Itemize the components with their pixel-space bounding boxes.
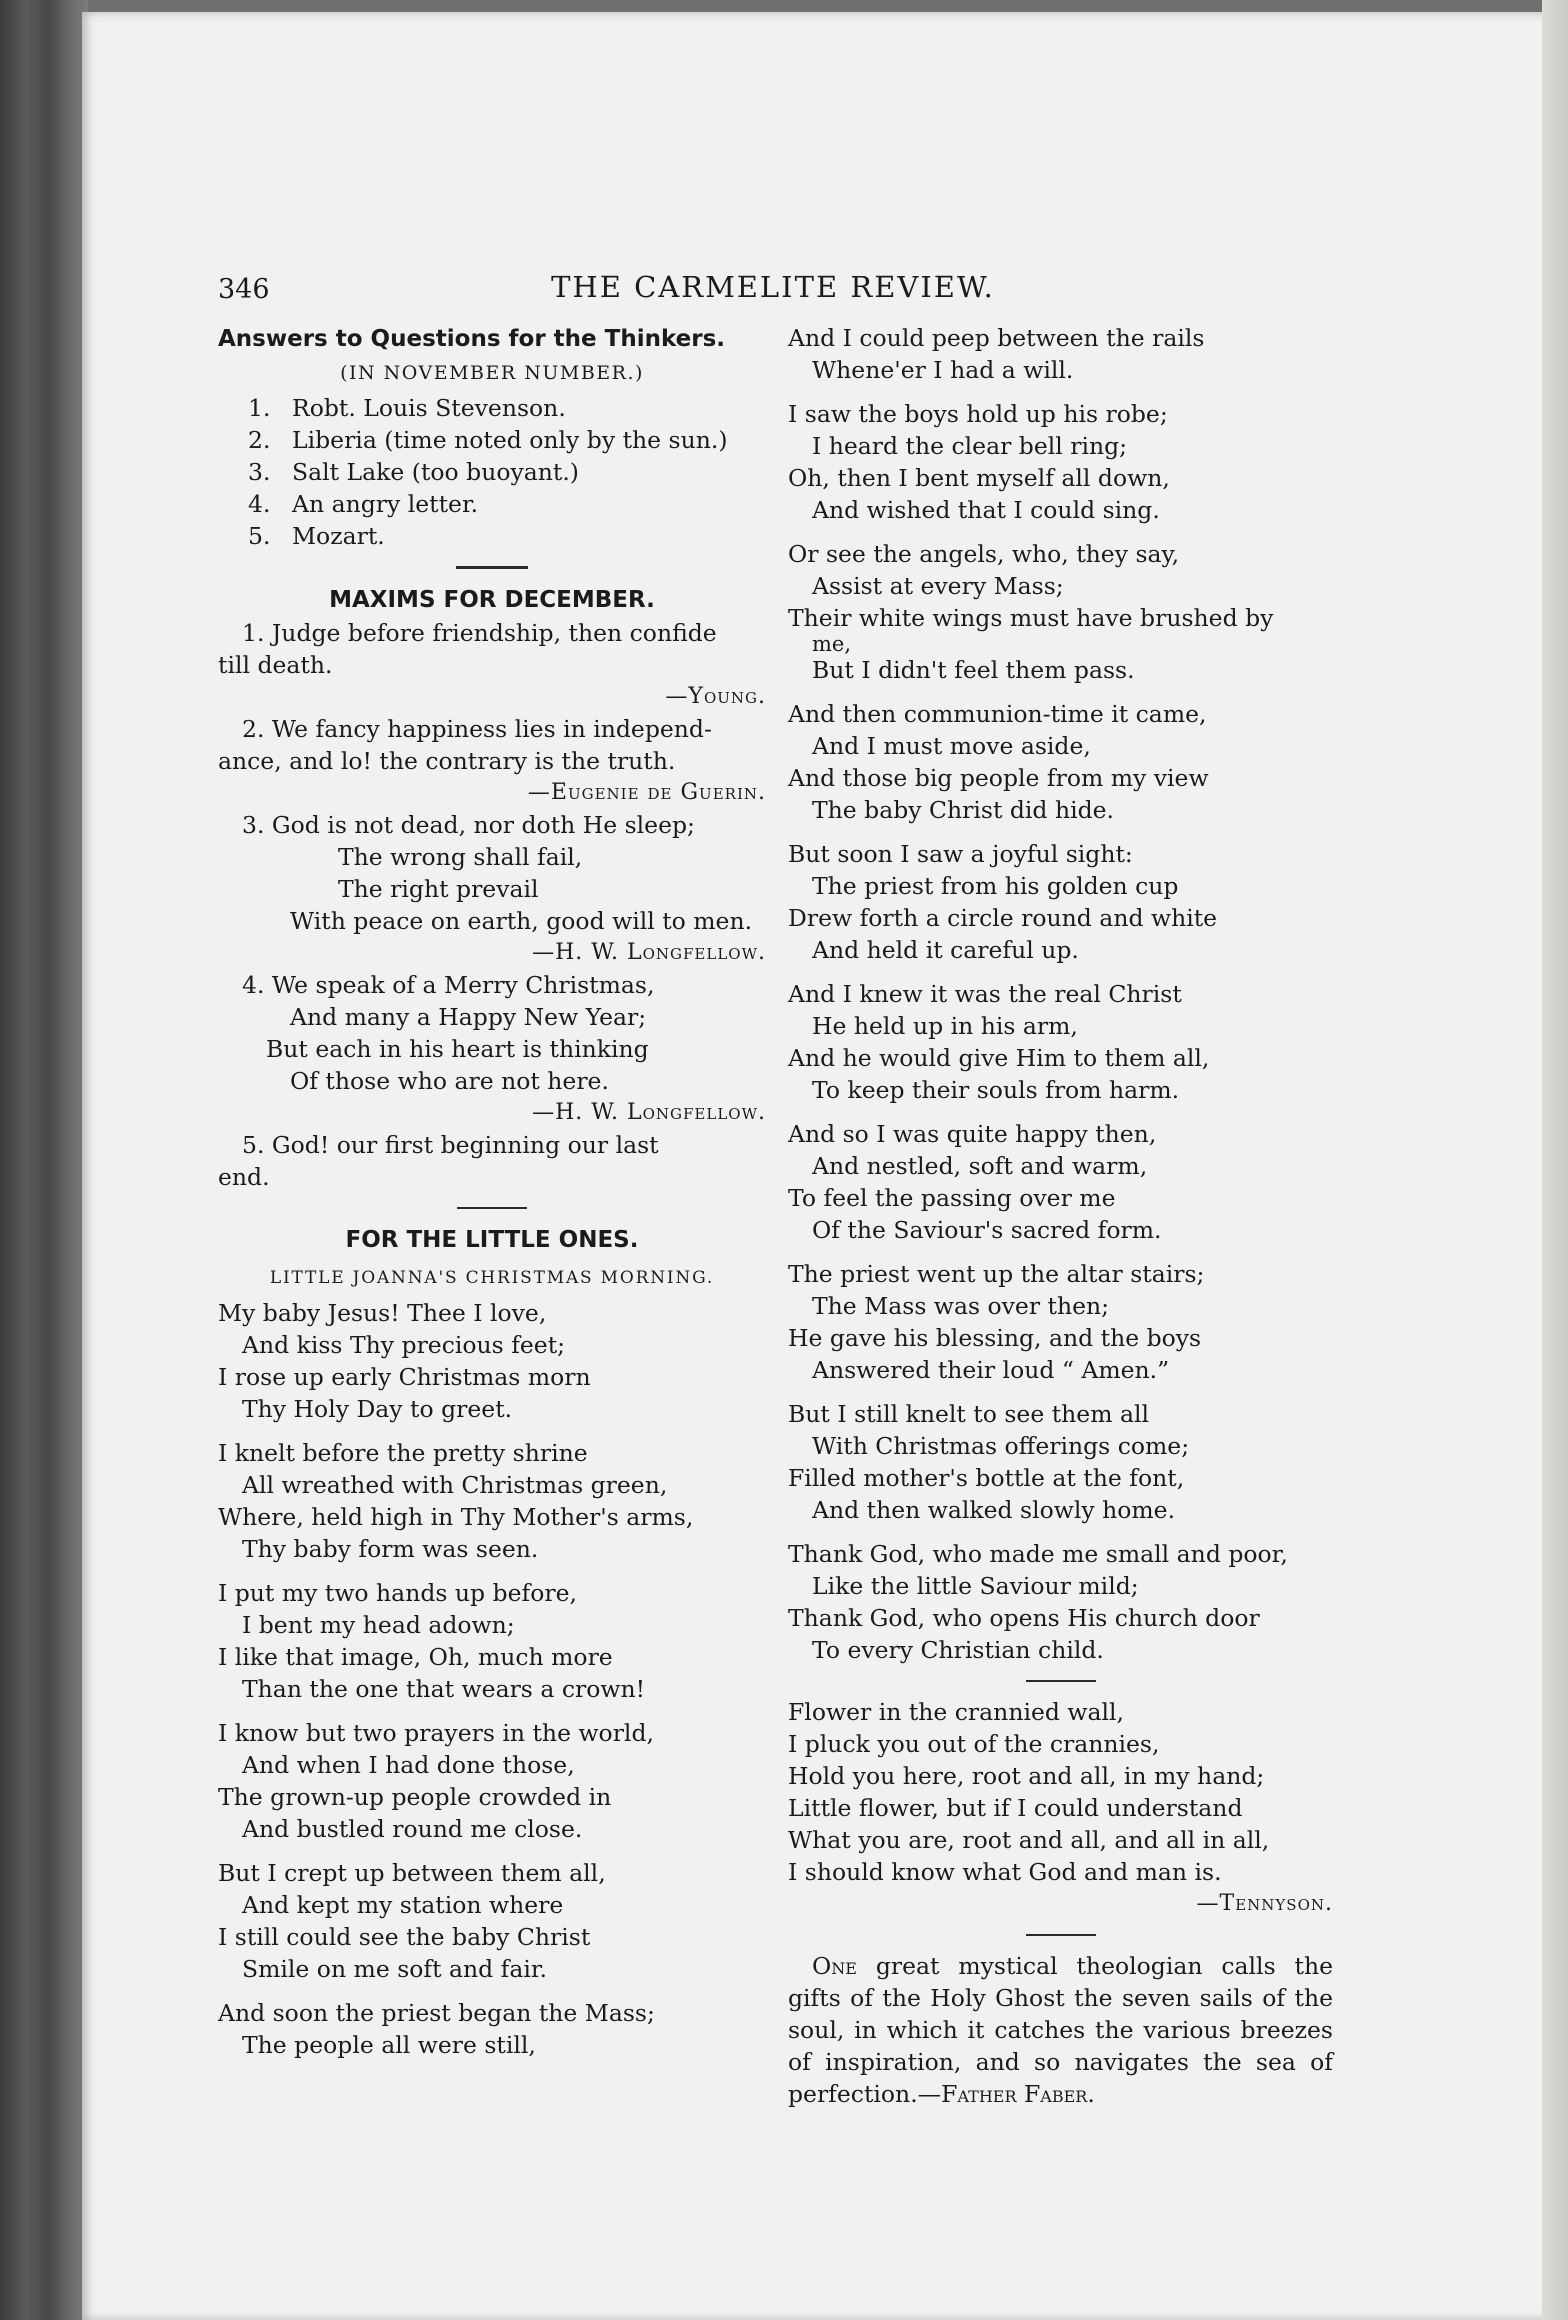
verse-line: I like that image, Oh, much more — [218, 1643, 613, 1671]
page-edge — [1542, 0, 1568, 2320]
answers-list — [218, 392, 766, 552]
list-item: 4. An angry letter. — [248, 490, 479, 518]
verse-line: Filled mother's bottle at the font, — [788, 1464, 1185, 1492]
verse-line: I still could see the baby Christ — [218, 1923, 591, 1951]
verse-line: With Christmas offerings come; — [812, 1432, 1190, 1460]
poem-stanza — [788, 1258, 1333, 1386]
verse-line: He gave his blessing, and the boys — [788, 1324, 1202, 1352]
maxim-line: 2. We fancy happiness lies in independ- — [242, 715, 712, 743]
verse-line: The baby Christ did hide. — [812, 796, 1115, 824]
list-item: 3. Salt Lake (too buoyant.) — [248, 458, 579, 486]
verse-line: The people all were still, — [242, 2031, 536, 2059]
answers-note: (IN NOVEMBER NUMBER.) — [340, 362, 644, 384]
little-ones-heading: FOR THE LITTLE ONES. — [345, 1227, 639, 1253]
poem-stanza — [788, 978, 1333, 1106]
verse-line: But I didn't feel them pass. — [812, 656, 1135, 684]
poem-stanza — [788, 322, 1333, 386]
verse-line: And wished that I could sing. — [812, 496, 1160, 524]
section-divider — [457, 1207, 527, 1209]
verse-line: But soon I saw a joyful sight: — [788, 840, 1133, 868]
verse-line: And kept my station where — [242, 1891, 564, 1919]
verse-line: The priest went up the altar stairs; — [788, 1260, 1205, 1288]
verse-line: I pluck you out of the crannies, — [788, 1730, 1160, 1758]
poem-stanza — [788, 1398, 1333, 1526]
verse-line: And then walked slowly home. — [812, 1496, 1176, 1524]
section-divider — [1026, 1934, 1096, 1936]
maxim-attribution: —H. W. Longfellow. — [532, 1100, 766, 1125]
faber-quote: One great mystical theologian calls the gifts of the Holy Ghost the seven sails of the soul, in which it catches the various breezes of inspiration, and so navigates the sea of perfection.—Father Faber. — [788, 1952, 1333, 2108]
verse-line: The grown-up people crowded in — [218, 1783, 612, 1811]
verse-line: All wreathed with Christmas green, — [242, 1471, 668, 1499]
list-item: 1. Robt. Louis Stevenson. — [248, 394, 566, 422]
verse-line: And when I had done those, — [242, 1751, 575, 1779]
poem-attribution: —Tennyson. — [1196, 1891, 1333, 1916]
page-number: 346 — [218, 274, 270, 305]
section-divider — [456, 566, 528, 569]
verse-line: Where, held high in Thy Mother's arms, — [218, 1503, 694, 1531]
verse-line: Thank God, who made me small and poor, — [788, 1540, 1288, 1568]
book-binding — [0, 0, 88, 2320]
poem-stanza — [788, 538, 1333, 686]
maxim-line: 3. God is not dead, nor doth He sleep; — [242, 811, 695, 839]
verse-line: And then communion-time it came, — [788, 700, 1207, 728]
verse-line: And he would give Him to them all, — [788, 1044, 1210, 1072]
verse-line: Their white wings must have brushed by — [788, 604, 1274, 632]
maxim-line: And many a Happy New Year; — [290, 1003, 647, 1031]
verse-line: Assist at every Mass; — [812, 572, 1064, 600]
verse-line: I put my two hands up before, — [218, 1579, 577, 1607]
verse-line: I saw the boys hold up his robe; — [788, 400, 1168, 428]
poem-stanza — [788, 838, 1333, 966]
verse-line: And nestled, soft and warm, — [812, 1152, 1148, 1180]
maxim-line: end. — [218, 1163, 270, 1191]
verse-line: He held up in his arm, — [812, 1012, 1078, 1040]
maxims-heading: MAXIMS FOR DECEMBER. — [329, 587, 655, 613]
verse-line: Drew forth a circle round and white — [788, 904, 1218, 932]
maxim-attribution: —Eugenie de Guerin. — [527, 780, 766, 805]
poem-stanza — [218, 1297, 766, 1425]
verse-line: And those big people from my view — [788, 764, 1209, 792]
poem-stanza — [218, 1857, 766, 1985]
maxim-line: The right prevail — [338, 875, 539, 903]
maxim-line: ance, and lo! the contrary is the truth. — [218, 747, 676, 775]
verse-line: To feel the passing over me — [788, 1184, 1116, 1212]
verse-line: The Mass was over then; — [812, 1292, 1110, 1320]
verse-line: Of the Saviour's sacred form. — [812, 1216, 1162, 1244]
list-item: 2. Liberia (time noted only by the sun.) — [248, 426, 728, 454]
verse-line: I knelt before the pretty shrine — [218, 1439, 588, 1467]
maxim-line: Of those who are not here. — [290, 1067, 609, 1095]
verse-line: But I still knelt to see them all — [788, 1400, 1149, 1428]
poem-title: LITTLE JOANNA'S CHRISTMAS MORNING. — [269, 1268, 715, 1288]
answers-heading: Answers to Questions for the Thinkers. — [218, 326, 726, 352]
maxim-line: 1. Judge before friendship, then confide — [242, 619, 717, 647]
verse-line: And I knew it was the real Christ — [788, 980, 1182, 1008]
verse-line: And bustled round me close. — [242, 1815, 583, 1843]
maxim-line: 5. God! our first beginning our last — [242, 1131, 659, 1159]
verse-line: And soon the priest began the Mass; — [218, 1999, 655, 2027]
maxim-line: till death. — [218, 651, 333, 679]
verse-line: Oh, then I bent myself all down, — [788, 464, 1170, 492]
verse-line: To keep their souls from harm. — [812, 1076, 1180, 1104]
verse-line: Thy Holy Day to greet. — [242, 1395, 513, 1423]
maxim-line: But each in his heart is thinking — [266, 1035, 649, 1063]
verse-line: To every Christian child. — [812, 1636, 1104, 1664]
poem-stanza — [218, 1577, 766, 1705]
verse-line: And I could peep between the rails — [788, 324, 1205, 352]
verse-line: What you are, root and all, and all in all, — [788, 1826, 1270, 1854]
poem-stanza — [788, 1538, 1333, 1666]
poem-stanza — [788, 398, 1333, 526]
verse-line: I bent my head adown; — [242, 1611, 515, 1639]
list-item: 5. Mozart. — [248, 522, 385, 550]
verse-line: I rose up early Christmas morn — [218, 1363, 591, 1391]
poem-stanza — [788, 1118, 1333, 1246]
verse-line: I know but two prayers in the world, — [218, 1719, 654, 1747]
maxim-line: With peace on earth, good will to men. — [290, 907, 753, 935]
verse-line: The priest from his golden cup — [812, 872, 1179, 900]
verse-line: Flower in the crannied wall, — [788, 1698, 1125, 1726]
verse-line: Hold you here, root and all, in my hand; — [788, 1762, 1265, 1790]
running-title: THE CARMELITE REVIEW. — [551, 270, 995, 304]
maxim-line: The wrong shall fail, — [338, 843, 583, 871]
poem-stanza — [218, 1437, 766, 1565]
verse-line: Like the little Saviour mild; — [812, 1572, 1139, 1600]
verse-line: Smile on me soft and fair. — [242, 1955, 548, 1983]
verse-line: Or see the angels, who, they say, — [788, 540, 1180, 568]
verse-line: Thank God, who opens His church door — [788, 1604, 1260, 1632]
left-column — [218, 322, 766, 2073]
section-divider — [1026, 1680, 1096, 1682]
poem-stanza — [218, 1997, 766, 2061]
verse-line: And I must move aside, — [812, 732, 1091, 760]
right-column — [788, 322, 1333, 2110]
verse-line: And kiss Thy precious feet; — [242, 1331, 566, 1359]
verse-line: Answered their loud “ Amen.” — [812, 1356, 1170, 1384]
poem-stanza — [788, 698, 1333, 826]
verse-line: Than the one that wears a crown! — [242, 1675, 646, 1703]
verse-line: Thy baby form was seen. — [242, 1535, 539, 1563]
maxim-attribution: —H. W. Longfellow. — [532, 940, 766, 965]
maxim-line: 4. We speak of a Merry Christmas, — [242, 971, 655, 999]
flower-poem — [788, 1696, 1333, 1920]
verse-line: I heard the clear bell ring; — [812, 432, 1128, 460]
page-header — [218, 270, 1328, 314]
verse-line: But I crept up between them all, — [218, 1859, 606, 1887]
verse-line: Whene'er I had a will. — [812, 356, 1074, 384]
verse-line: And so I was quite happy then, — [788, 1120, 1157, 1148]
verse-line: me, — [812, 632, 852, 656]
verse-line: And held it careful up. — [812, 936, 1079, 964]
poem-stanza — [218, 1717, 766, 1845]
verse-line: I should know what God and man is. — [788, 1858, 1222, 1886]
verse-line: Little flower, but if I could understand — [788, 1794, 1243, 1822]
verse-line: My baby Jesus! Thee I love, — [218, 1299, 547, 1327]
maxim-attribution: —Young. — [665, 684, 766, 709]
